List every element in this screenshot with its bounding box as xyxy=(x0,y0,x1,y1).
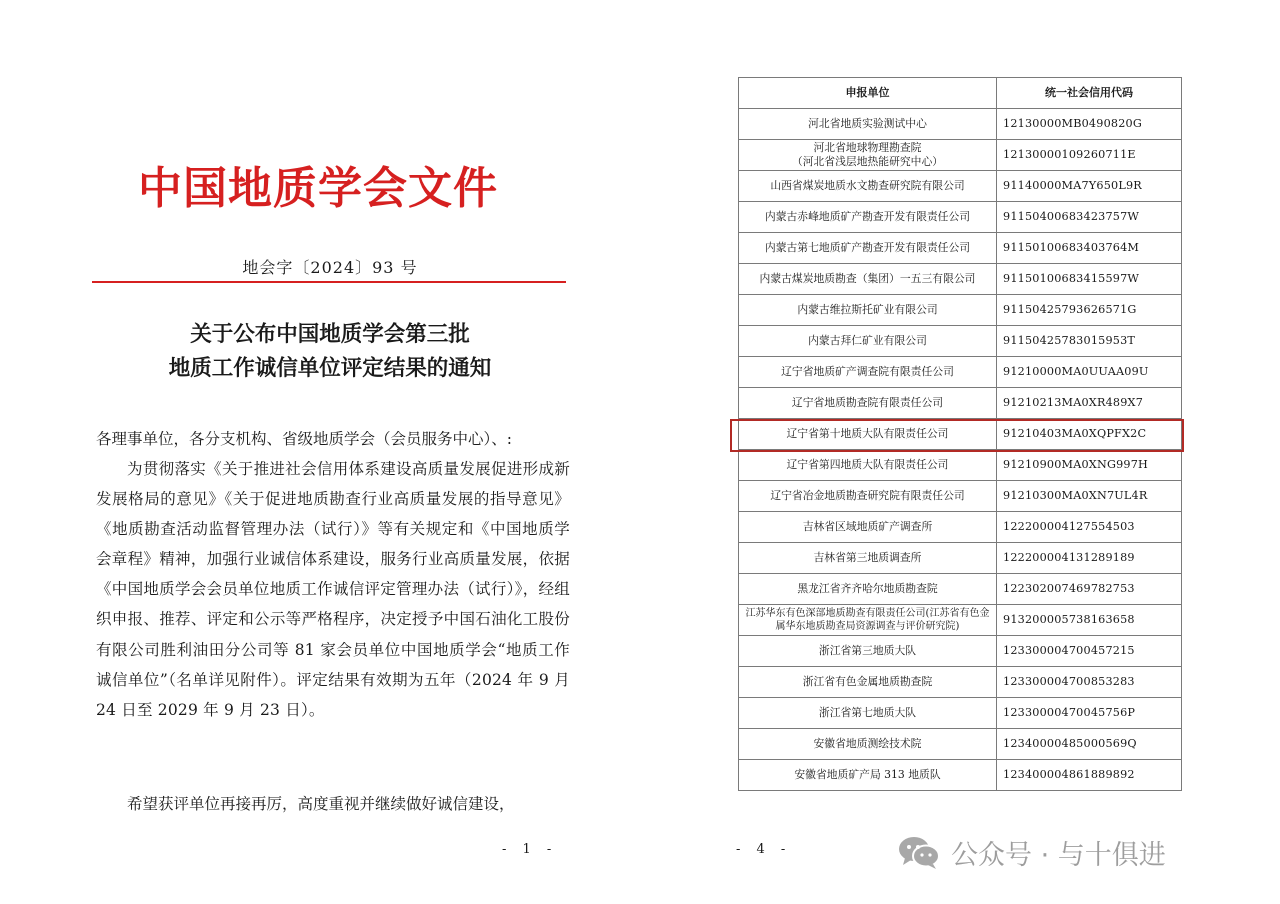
salutation: 各理事单位，各分支机构、省级地质学会（会员服务中心）、: xyxy=(96,430,512,448)
cell-unit: 河北省地球物理勘查院 （河北省浅层地热能研究中心） xyxy=(739,140,997,171)
body-paragraph-1: 为贯彻落实《关于推进社会信用体系建设高质量发展促进形成新发展格局的意见》《关于促进地质勘查行业高质量发展的指导意见》《地质勘查活动监督管理办法（试行）》等有关规定和《中国地质学会章程》精神，加强行业诚信体系建设，服务行业高质量发展，依据《中国地质学会会员单位地质工作诚信评定管理办法（试行）》，经组织申报、推荐、评定和公示等严格程序，决定授予中国石油化工股份有限公司胜利油田分公司等 81 家会员单位中国地质学会“地质工作诚信单位”（名单详见附件）。评定结果有效期为五年（2024 年 9 月 24 日至 2029 年 9 月 23 日）。 xyxy=(96,460,570,719)
cell-unit: 浙江省第三地质大队 xyxy=(739,636,997,667)
cell-unit: 辽宁省第四地质大队有限责任公司 xyxy=(739,450,997,481)
cell-code: 91210213MA0XR489X7 xyxy=(997,388,1182,419)
table-row xyxy=(739,450,1182,481)
cell-unit: 辽宁省冶金地质勘查研究院有限责任公司 xyxy=(739,481,997,512)
cell-unit: 内蒙古煤炭地质勘查（集团）一五三有限公司 xyxy=(739,264,997,295)
cell-code: 91210403MA0XQPFX2C xyxy=(997,419,1182,450)
cell-unit: 内蒙古维拉斯托矿业有限公司 xyxy=(739,295,997,326)
cell-code: 123300004700853283 xyxy=(997,667,1182,698)
headline-line-2: 地质工作诚信单位评定结果的通知 xyxy=(168,356,492,381)
table-row xyxy=(739,357,1182,388)
cell-code: 12340000485000569Q xyxy=(997,729,1182,760)
body-paragraph-2: 希望获评单位再接再厉，高度重视并继续做好诚信建设， xyxy=(127,795,515,813)
red-divider xyxy=(92,281,566,283)
table-row xyxy=(739,109,1182,140)
page-number-right: - 4 - xyxy=(736,842,792,857)
table-row xyxy=(739,295,1182,326)
table-row xyxy=(739,543,1182,574)
cell-unit: 内蒙古赤峰地质矿产勘查开发有限责任公司 xyxy=(739,202,997,233)
watermark-text: 公众号 · 与十俱进 xyxy=(951,839,1166,871)
table-row xyxy=(739,574,1182,605)
cell-code: 12330000470045756P xyxy=(997,698,1182,729)
cell-unit: 辽宁省地质勘查院有限责任公司 xyxy=(739,388,997,419)
table-row xyxy=(739,140,1182,171)
cell-unit: 辽宁省第十地质大队有限责任公司 xyxy=(739,419,997,450)
cell-unit: 吉林省区域地质矿产调查所 xyxy=(739,512,997,543)
table-row xyxy=(739,481,1182,512)
cell-code: 91150425783015953T xyxy=(997,326,1182,357)
cell-code: 123300004700457215 xyxy=(997,636,1182,667)
watermark xyxy=(897,832,1166,872)
table-row xyxy=(739,729,1182,760)
table-row xyxy=(739,667,1182,698)
page-number-left: - 1 - xyxy=(502,842,558,857)
cell-unit: 安徽省地质测绘技术院 xyxy=(739,729,997,760)
cell-unit: 辽宁省地质矿产调查院有限责任公司 xyxy=(739,357,997,388)
wechat-icon xyxy=(897,834,941,870)
cell-code: 91140000MA7Y650L9R xyxy=(997,171,1182,202)
cell-unit: 浙江省有色金属地质勘查院 xyxy=(739,667,997,698)
table-row xyxy=(739,264,1182,295)
cell-unit: 吉林省第三地质调查所 xyxy=(739,543,997,574)
cell-unit: 安徽省地质矿产局 313 地质队 xyxy=(739,760,997,791)
table-row xyxy=(739,698,1182,729)
cell-code: 91150425793626571G xyxy=(997,295,1182,326)
notice-headline xyxy=(80,318,580,386)
table-row xyxy=(739,202,1182,233)
cell-code: 91210000MA0UUAA09U xyxy=(997,357,1182,388)
cell-code: 91150100683415597W xyxy=(997,264,1182,295)
table-header-row xyxy=(739,78,1182,109)
document-number: 地会字〔2024〕93 号 xyxy=(242,258,418,277)
headline-line-1: 关于公布中国地质学会第三批 xyxy=(190,322,470,347)
left-page xyxy=(80,0,580,904)
cell-unit: 内蒙古拜仁矿业有限公司 xyxy=(739,326,997,357)
table-row xyxy=(739,233,1182,264)
cell-code: 91150400683423757W xyxy=(997,202,1182,233)
cell-unit: 浙江省第七地质大队 xyxy=(739,698,997,729)
table-row xyxy=(739,388,1182,419)
cell-code: 913200005738163658 xyxy=(997,605,1182,636)
document-title: 中国地质学会文件 xyxy=(138,163,498,214)
table-row xyxy=(739,326,1182,357)
header-unit: 申报单位 xyxy=(739,78,997,109)
table-row xyxy=(739,760,1182,791)
cell-code: 122302007469782753 xyxy=(997,574,1182,605)
cell-unit: 山西省煤炭地质水文勘查研究院有限公司 xyxy=(739,171,997,202)
cell-code: 122200004131289189 xyxy=(997,543,1182,574)
cell-code: 91210900MA0XNG997H xyxy=(997,450,1182,481)
cell-code: 122200004127554503 xyxy=(997,512,1182,543)
cell-unit: 河北省地质实验测试中心 xyxy=(739,109,997,140)
table-row xyxy=(739,512,1182,543)
header-code: 统一社会信用代码 xyxy=(997,78,1182,109)
table-row xyxy=(739,171,1182,202)
table-row xyxy=(739,636,1182,667)
cell-code: 91210300MA0XN7UL4R xyxy=(997,481,1182,512)
cell-unit: 黑龙江省齐齐哈尔地质勘查院 xyxy=(739,574,997,605)
cell-code: 91150100683403764M xyxy=(997,233,1182,264)
table-row xyxy=(739,605,1182,636)
cell-code: 123400004861889892 xyxy=(997,760,1182,791)
cell-code: 12130000109260711E xyxy=(997,140,1182,171)
cell-code: 12130000MB0490820G xyxy=(997,109,1182,140)
cell-unit: 江苏华东有色深部地质勘查有限责任公司(江苏省有色金属华东地质勘查局资源调查与评价研究院) xyxy=(739,605,997,636)
cell-unit: 内蒙古第七地质矿产勘查开发有限责任公司 xyxy=(739,233,997,264)
highlighted-row-box xyxy=(730,419,1184,452)
